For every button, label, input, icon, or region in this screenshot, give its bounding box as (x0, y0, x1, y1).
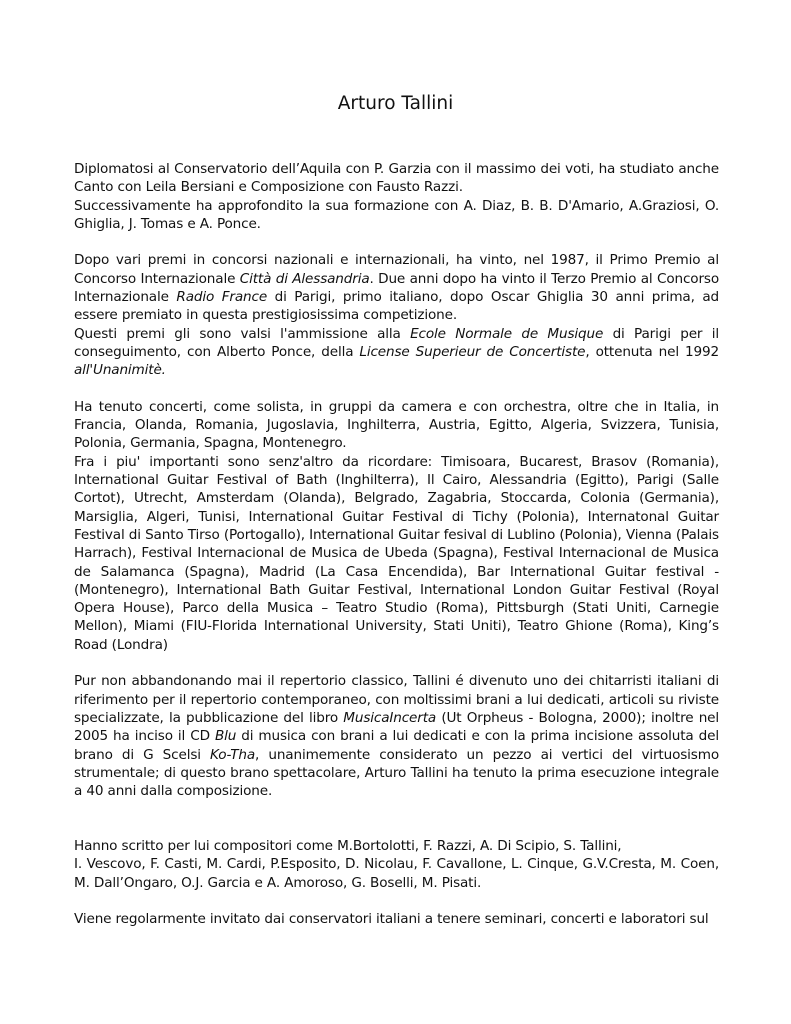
text-run: Pur non abbandonando mai il repertorio classico, Tallini é divenuto uno dei chitarristi italiani di riferimento per il repertorio contemporaneo, con moltissimi brani a lui dedicati, articoli su riviste specializzate, la pubblicazione del libro (74, 673, 719, 726)
paragraph-training: Successivamente ha approfondito la sua formazione con A. Diaz, B. B. D'Amario, A.Graziosi, O. Ghiglia, J. Tomas e A. Ponce. (74, 197, 719, 232)
diploma-name: License Superieur de Concertiste (359, 343, 586, 360)
text-run: di Parigi per il conseguimento, con Alberto Ponce, della (74, 325, 719, 360)
text-run: , ottenuta nel 1992 (585, 343, 719, 360)
paragraph-diploma: Diplomatosi al Conservatorio dell’Aquila con P. Garzia con il massimo dei voti, ha studiato anche Canto con Leila Bersiani e Composizione con Fausto Razzi. (74, 161, 719, 196)
text-run: di Parigi, primo italiano, dopo Oscar Ghiglia 30 anni prima, ad essere premiato in questa prestigiosissima competizione. (74, 289, 720, 324)
school-name: Ecole Normale de Musique (410, 325, 604, 342)
text-run: . Due anni dopo ha vinto il Terzo Premio al Concorso Internazionale (74, 270, 719, 306)
piece-title: Ko-Tha (210, 746, 256, 763)
paragraph-venues: Fra i piu' importanti sono senz'altro da ricordare: Timisoara, Bucarest, Brasov (Romania), International Guitar Festival of Bath (Inghilterra), Il Cairo, Alessandria (Egitto), Parigi (Salle Cortot), Utrecht, Amsterdam (Olanda), Belgrado, Zagabria, Stoccarda, Colonia (Germania), Marsiglia, Algeri, Tunisi, International Guitar Festival di Tichy (Polonia), Internatonal Guitar Festival di Santo Tirso (Portogallo), International Guitar fesival di Lublino (Polonia), Vienna (Palais Harrach), Festival Internacional de Musica de Ubeda (Spagna), Festival Internacional de Musica de Salamanca (Spagna), Madrid (La Casa Encendida), Bar International Guitar festival - (Montenegro), International Bath Guitar Festival, International London Guitar Festival (Royal Opera House), Parco della Musica – Teatro Studio (Roma), Pittsburgh (Stati Uniti, Carnegie Mellon), Miami (FIU-Florida International University, Stati Uniti), Teatro Ghione (Roma), King’s Road (Londra) (74, 453, 719, 653)
text-run: (Ut Orpheus - Bologna, 2000); inoltre nel 2005 ha inciso il CD (74, 709, 719, 745)
honor-text: all'Unanimitè. (74, 362, 166, 379)
text-run: Questi premi gli sono valsi l'ammissione alla (74, 325, 411, 342)
paragraph-composers-line2: I. Vescovo, F. Casti, M. Cardi, P.Esposito, D. Nicolau, F. Cavallone, L. Cinque, G.V.Cresta, M. Coen, M. Dall’Ongaro, O.J. Garcia e A. Amoroso, G. Boselli, M. Pisati. (74, 856, 719, 891)
paragraph-admission (74, 325, 719, 380)
paragraph-invitations: Viene regolarmente invitato dai conservatori italiani a tenere seminari, concerti e laboratori sul (74, 911, 709, 928)
page-title: Arturo Tallini (337, 93, 454, 114)
competition-name: Città di Alessandria (239, 270, 370, 287)
text-run: di musica con brani a lui dedicati e con la prima incisione assoluta del brano di G Scelsi (74, 728, 719, 763)
text-run: Dopo vari premi in concorsi nazionali e internazionali, ha vinto, nel 1987, il Primo Premio al Concorso Internazionale (74, 252, 719, 287)
paragraph-composers-line1: Hanno scritto per lui compositori come M.Bortolotti, F. Razzi, A. Di Scipio, S. Tallini, (74, 837, 622, 854)
paragraph-concerts: Ha tenuto concerti, come solista, in gruppi da camera e con orchestra, oltre che in Italia, in Francia, Olanda, Romania, Jugoslavia, Inghilterra, Austria, Egitto, Algeria, Svizzera, Tunisia, Polonia, Germania, Spagna, Montenegro. (74, 398, 719, 452)
competition-name: Radio France (176, 289, 268, 306)
document-body (74, 160, 719, 928)
paragraph-prizes (74, 251, 719, 324)
paragraph-repertoire (74, 672, 719, 800)
text-run: , unanimemente considerato un pezzo ai vertici del virtuosismo strumentale; di questo brano spettacolare, Arturo Tallini ha tenuto la prima esecuzione integrale a 40 anni dalla composizione. (74, 746, 719, 800)
cd-title: Blu (214, 728, 237, 745)
book-title: MusicaIncerta (343, 709, 437, 726)
